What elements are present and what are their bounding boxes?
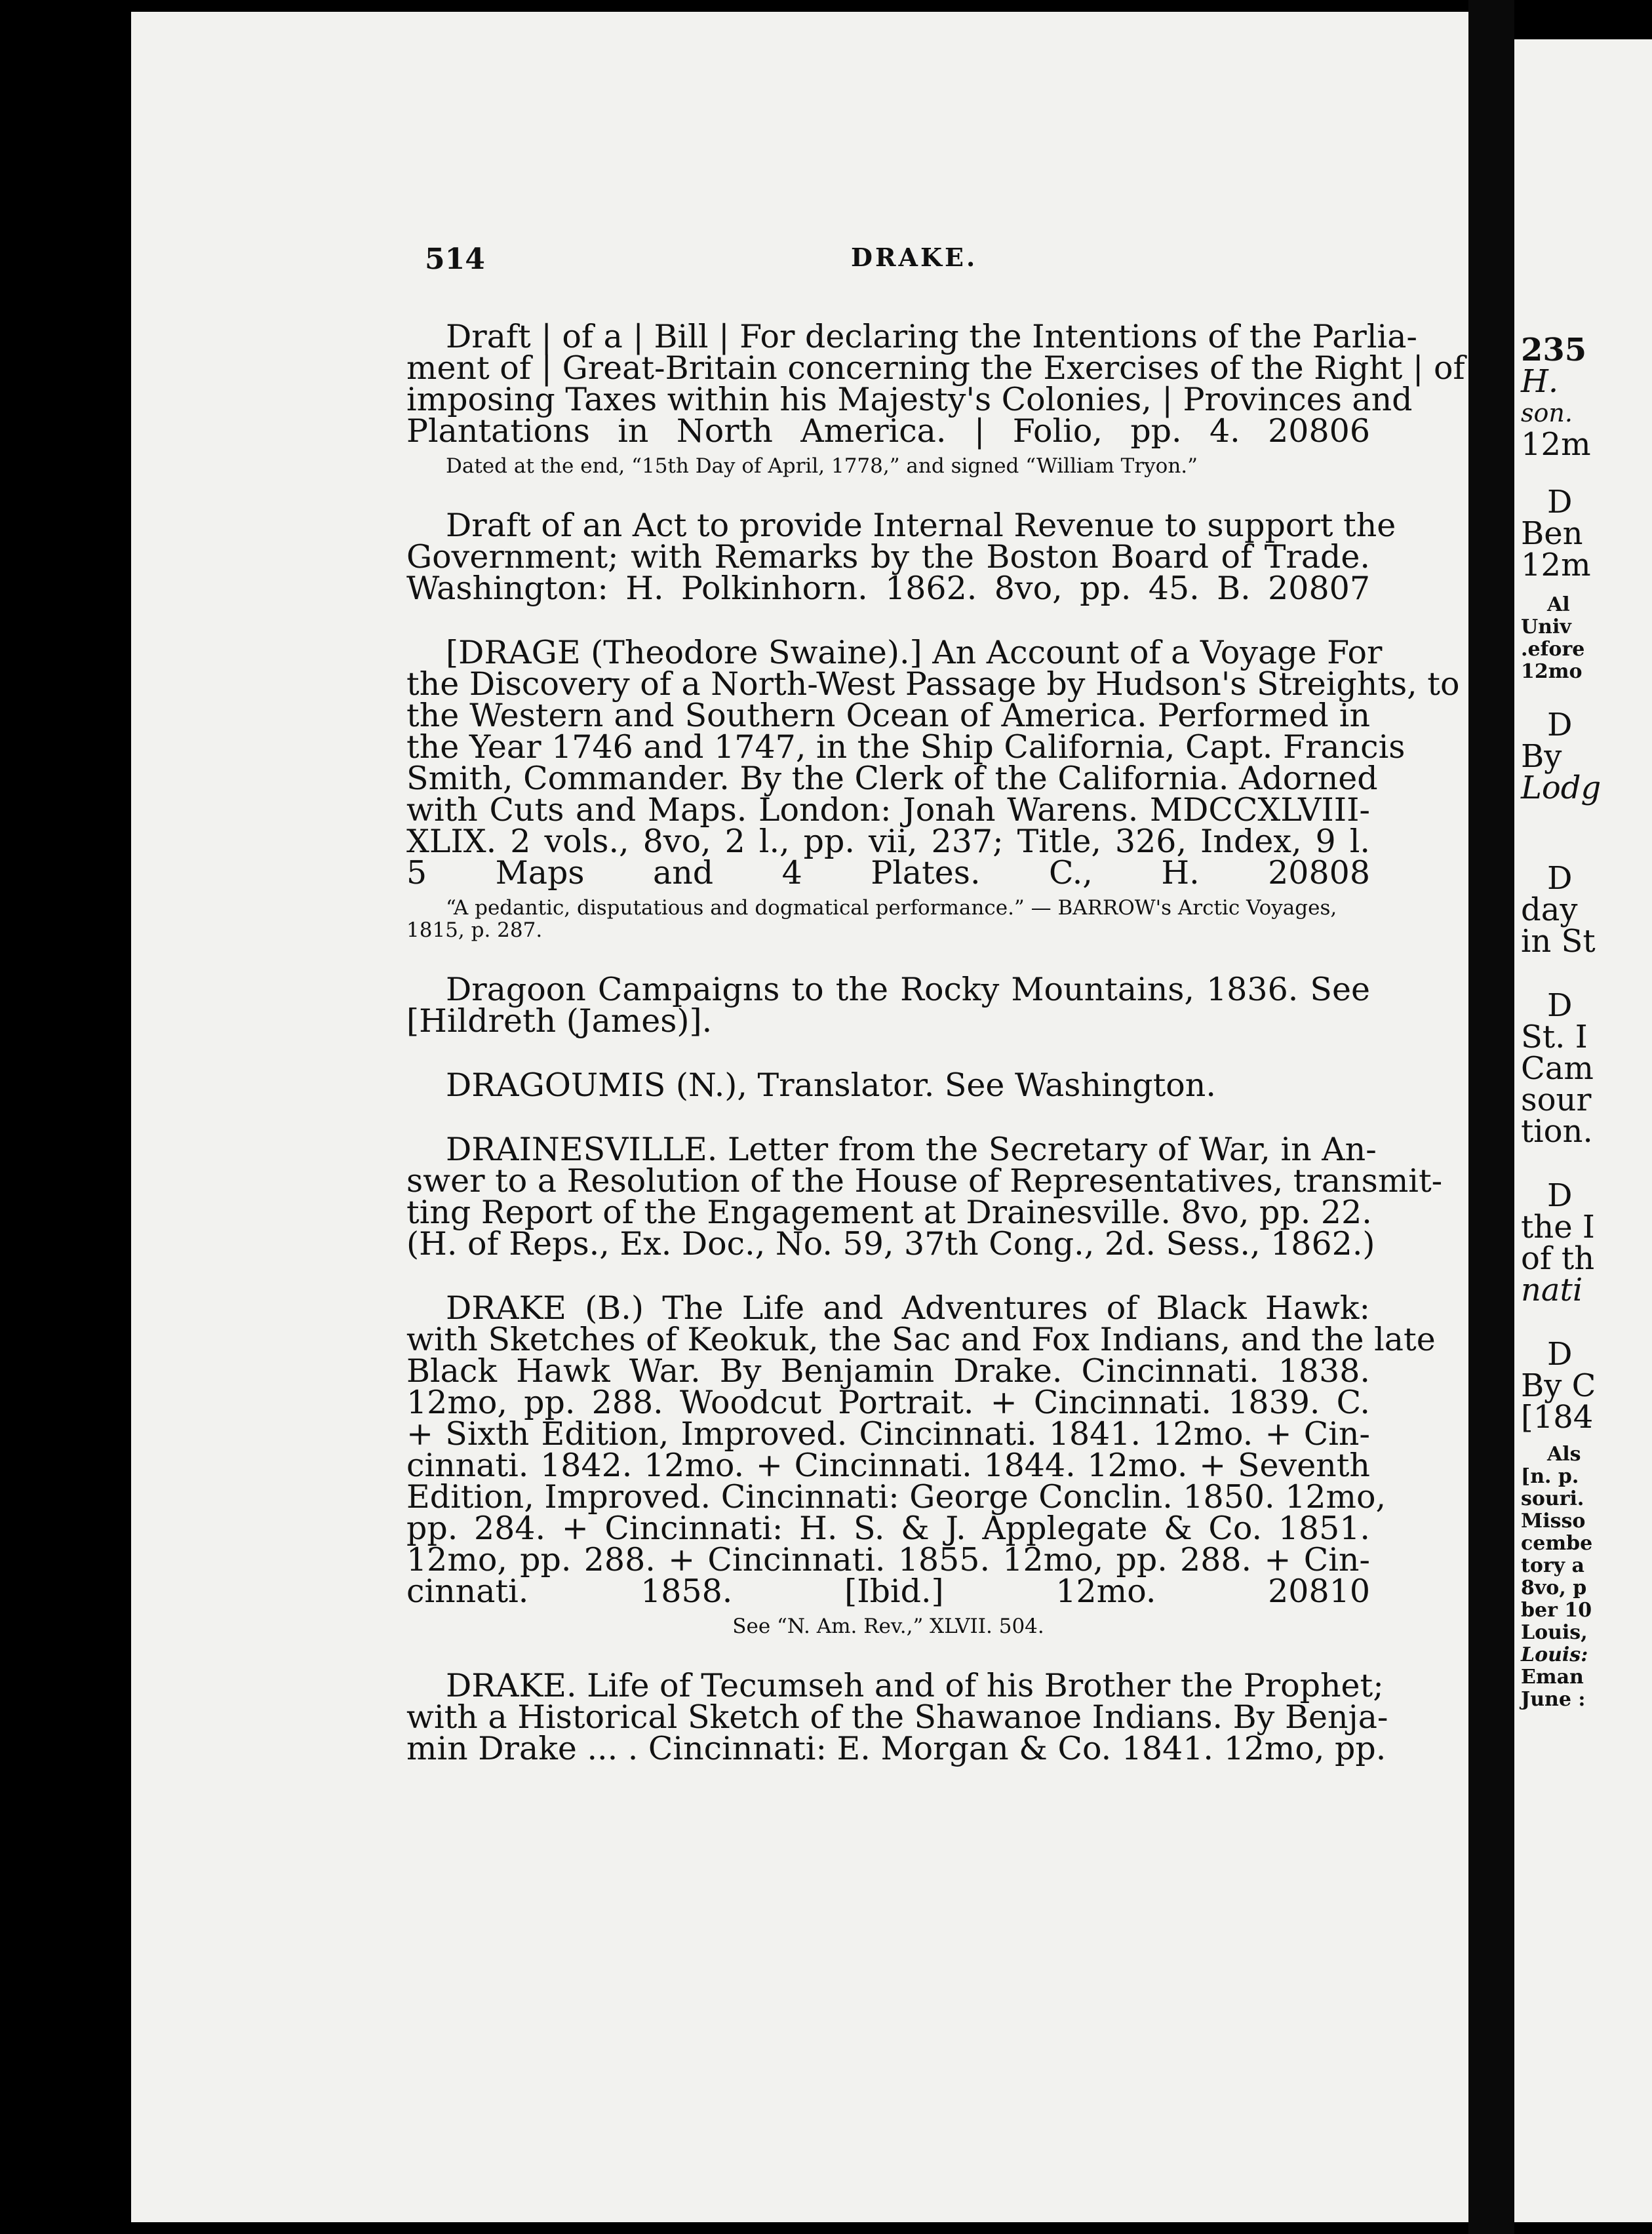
fragment-line: 8vo, p xyxy=(1521,1577,1587,1599)
entry-20808 xyxy=(406,634,1460,942)
entry-line: with Sketches of Keokuk, the Sac and Fox Indians, and the late xyxy=(406,1321,1436,1358)
fragment-line: [n. p. xyxy=(1521,1465,1579,1488)
fragment-line: D xyxy=(1547,987,1573,1024)
adjacent-page-fragments xyxy=(1514,334,1601,1711)
fragment-line: Als xyxy=(1547,1443,1581,1466)
book-gutter xyxy=(1468,0,1514,2234)
fragment-line: D xyxy=(1547,707,1573,743)
fragment-line: D xyxy=(1547,1177,1573,1214)
fragment-line: [184 xyxy=(1521,1399,1594,1436)
entry-line: (H. of Reps., Ex. Doc., No. 59, 37th Cong., 2d. Sess., 1862.) xyxy=(406,1225,1375,1263)
fragment-line: By xyxy=(1521,738,1562,775)
entry-note: Dated at the end, “15th Day of April, 1778,” and signed “William Tryon.” xyxy=(446,454,1198,478)
entry-dragoumis xyxy=(406,1067,1370,1104)
entry-line: + Sixth Edition, Improved. Cincinnati. 1841. 12mo. + Cin- xyxy=(406,1415,1370,1453)
entry-line: Draft | of a | Bill | For declaring the Intentions of the Parlia- xyxy=(446,318,1417,355)
entry-20807 xyxy=(406,507,1396,607)
entry-line: DRAINESVILLE. Letter from the Secretary of War, in An- xyxy=(446,1131,1377,1168)
entry-drainesville xyxy=(406,1131,1443,1263)
fragment-line: By C xyxy=(1521,1367,1596,1404)
fragment-line: son. xyxy=(1521,399,1573,427)
fragment-line: sour xyxy=(1521,1082,1592,1118)
entry-line: XLIX. 2 vols., 8vo, 2 l., pp. vii, 237; Title, 326, Index, 9 l. xyxy=(406,823,1370,860)
entry-line: cinnati. 1842. 12mo. + Cincinnati. 1844. 12mo. + Seventh xyxy=(406,1447,1370,1484)
adjacent-page xyxy=(1514,39,1652,2222)
fragment-line: .efore xyxy=(1521,638,1585,661)
fragment-line: Ben xyxy=(1521,515,1583,552)
entry-line: the Year 1746 and 1747, in the Ship California, Capt. Francis xyxy=(406,728,1406,766)
fragment-line: tion. xyxy=(1521,1113,1593,1150)
running-head: DRAKE. xyxy=(851,243,978,272)
entry-line: Dragoon Campaigns to the Rocky Mountains, 1836. See xyxy=(446,971,1370,1008)
entry-line: pp. 284. + Cincinnati: H. S. & J. Applegate & Co. 1851. xyxy=(406,1510,1370,1547)
fragment-line: D xyxy=(1547,1336,1573,1373)
fragment-line: tory a xyxy=(1521,1554,1584,1577)
page-number: 514 xyxy=(425,243,485,276)
fragment-line: day xyxy=(1521,892,1578,928)
entry-20810 xyxy=(406,1289,1436,1638)
entry-20806 xyxy=(406,318,1465,478)
fragment-line: 235 xyxy=(1521,332,1587,368)
entry-line: Black Hawk War. By Benjamin Drake. Cincinnati. 1838. xyxy=(406,1352,1370,1390)
entry-note: “A pedantic, disputatious and dogmatical performance.” — BARROW's Arctic Voyages, xyxy=(446,896,1337,920)
fragment-line: Louis, xyxy=(1521,1621,1588,1644)
fragment-line: Louis: xyxy=(1521,1643,1588,1666)
entry-line: DRAGOUMIS (N.), Translator. See Washington. xyxy=(446,1067,1216,1104)
fragment-line: H. xyxy=(1521,363,1559,400)
entry-line: with Cuts and Maps. London: Jonah Warens. MDCCXLVIII- xyxy=(406,791,1370,829)
fragment-line: June : xyxy=(1521,1688,1586,1711)
fragment-line: 12mo xyxy=(1521,660,1583,683)
fragment-line: Al xyxy=(1547,593,1570,616)
entry-line: the Discovery of a North-West Passage by Hudson's Streights, to xyxy=(406,665,1460,703)
fragment-line: in St xyxy=(1521,923,1596,960)
book-page xyxy=(131,12,1468,2222)
entry-line: Edition, Improved. Cincinnati: George Conclin. 1850. 12mo, xyxy=(406,1478,1386,1516)
fragment-line: cembe xyxy=(1521,1532,1593,1555)
entry-line: 5 Maps and 4 Plates. C., H. 20808 xyxy=(406,854,1370,892)
entry-line: [DRAGE (Theodore Swaine).] An Account of a Voyage For xyxy=(446,634,1383,671)
fragment-line: of th xyxy=(1521,1240,1595,1277)
fragment-line: Eman xyxy=(1521,1666,1584,1689)
entry-line: Washington: H. Polkinhorn. 1862. 8vo, pp. 45. B. 20807 xyxy=(406,570,1370,607)
entry-line: ment of | Great-Britain concerning the Exercises of the Right | of xyxy=(406,349,1465,387)
entry-note: 1815, p. 287. xyxy=(406,918,543,942)
fragment-line: D xyxy=(1547,484,1573,520)
entries-body xyxy=(406,318,1465,1797)
fragment-line: St. I xyxy=(1521,1019,1588,1055)
fragment-line: D xyxy=(1547,860,1573,897)
entry-dragoon-campaigns xyxy=(406,971,1370,1040)
entry-line: min Drake ... . Cincinnati: E. Morgan & Co. 1841. 12mo, pp. xyxy=(406,1730,1386,1767)
entry-line: Draft of an Act to provide Internal Revenue to support the xyxy=(446,507,1396,544)
entry-tecumseh xyxy=(406,1667,1388,1767)
fragment-line: 12m xyxy=(1521,547,1591,583)
fragment-line: Univ xyxy=(1521,616,1571,638)
fragment-line: nati xyxy=(1521,1272,1583,1308)
fragment-line: 12m xyxy=(1521,426,1591,463)
entry-note: See “N. Am. Rev.,” XLVII. 504. xyxy=(732,1615,1044,1638)
entry-line: Government; with Remarks by the Boston Board of Trade. xyxy=(406,538,1370,576)
fragment-line: ber 10 xyxy=(1521,1599,1592,1622)
entry-line: cinnati. 1858. [Ibid.] 12mo. 20810 xyxy=(406,1573,1370,1610)
entry-line: imposing Taxes within his Majesty's Colonies, | Provinces and xyxy=(406,381,1413,418)
entry-line: with a Historical Sketch of the Shawanoe Indians. By Benja- xyxy=(406,1698,1388,1736)
entry-line: 12mo, pp. 288. + Cincinnati. 1855. 12mo, pp. 288. + Cin- xyxy=(406,1541,1370,1578)
entry-line: Smith, Commander. By the Clerk of the California. Adorned xyxy=(406,760,1378,797)
fragment-line: Lodg xyxy=(1521,770,1602,806)
entry-line: swer to a Resolution of the House of Representatives, transmit- xyxy=(406,1162,1443,1200)
fragment-line: souri. xyxy=(1521,1487,1584,1510)
fragment-line: Cam xyxy=(1521,1050,1594,1087)
entry-line: 12mo, pp. 288. Woodcut Portrait. + Cincinnati. 1839. C. xyxy=(406,1384,1370,1421)
entry-line: DRAKE (B.) The Life and Adventures of Black Hawk: xyxy=(446,1289,1370,1327)
entry-line: [Hildreth (James)]. xyxy=(406,1002,713,1040)
fragment-line: Misso xyxy=(1521,1510,1586,1533)
fragment-line: the I xyxy=(1521,1209,1595,1245)
entry-line: the Western and Southern Ocean of America. Performed in xyxy=(406,697,1370,734)
entry-line: ting Report of the Engagement at Drainesville. 8vo, pp. 22. xyxy=(406,1194,1372,1231)
entry-line: Plantations in North America. | Folio, pp. 4. 20806 xyxy=(406,412,1370,450)
entry-line: DRAKE. Life of Tecumseh and of his Brother the Prophet; xyxy=(446,1667,1384,1704)
